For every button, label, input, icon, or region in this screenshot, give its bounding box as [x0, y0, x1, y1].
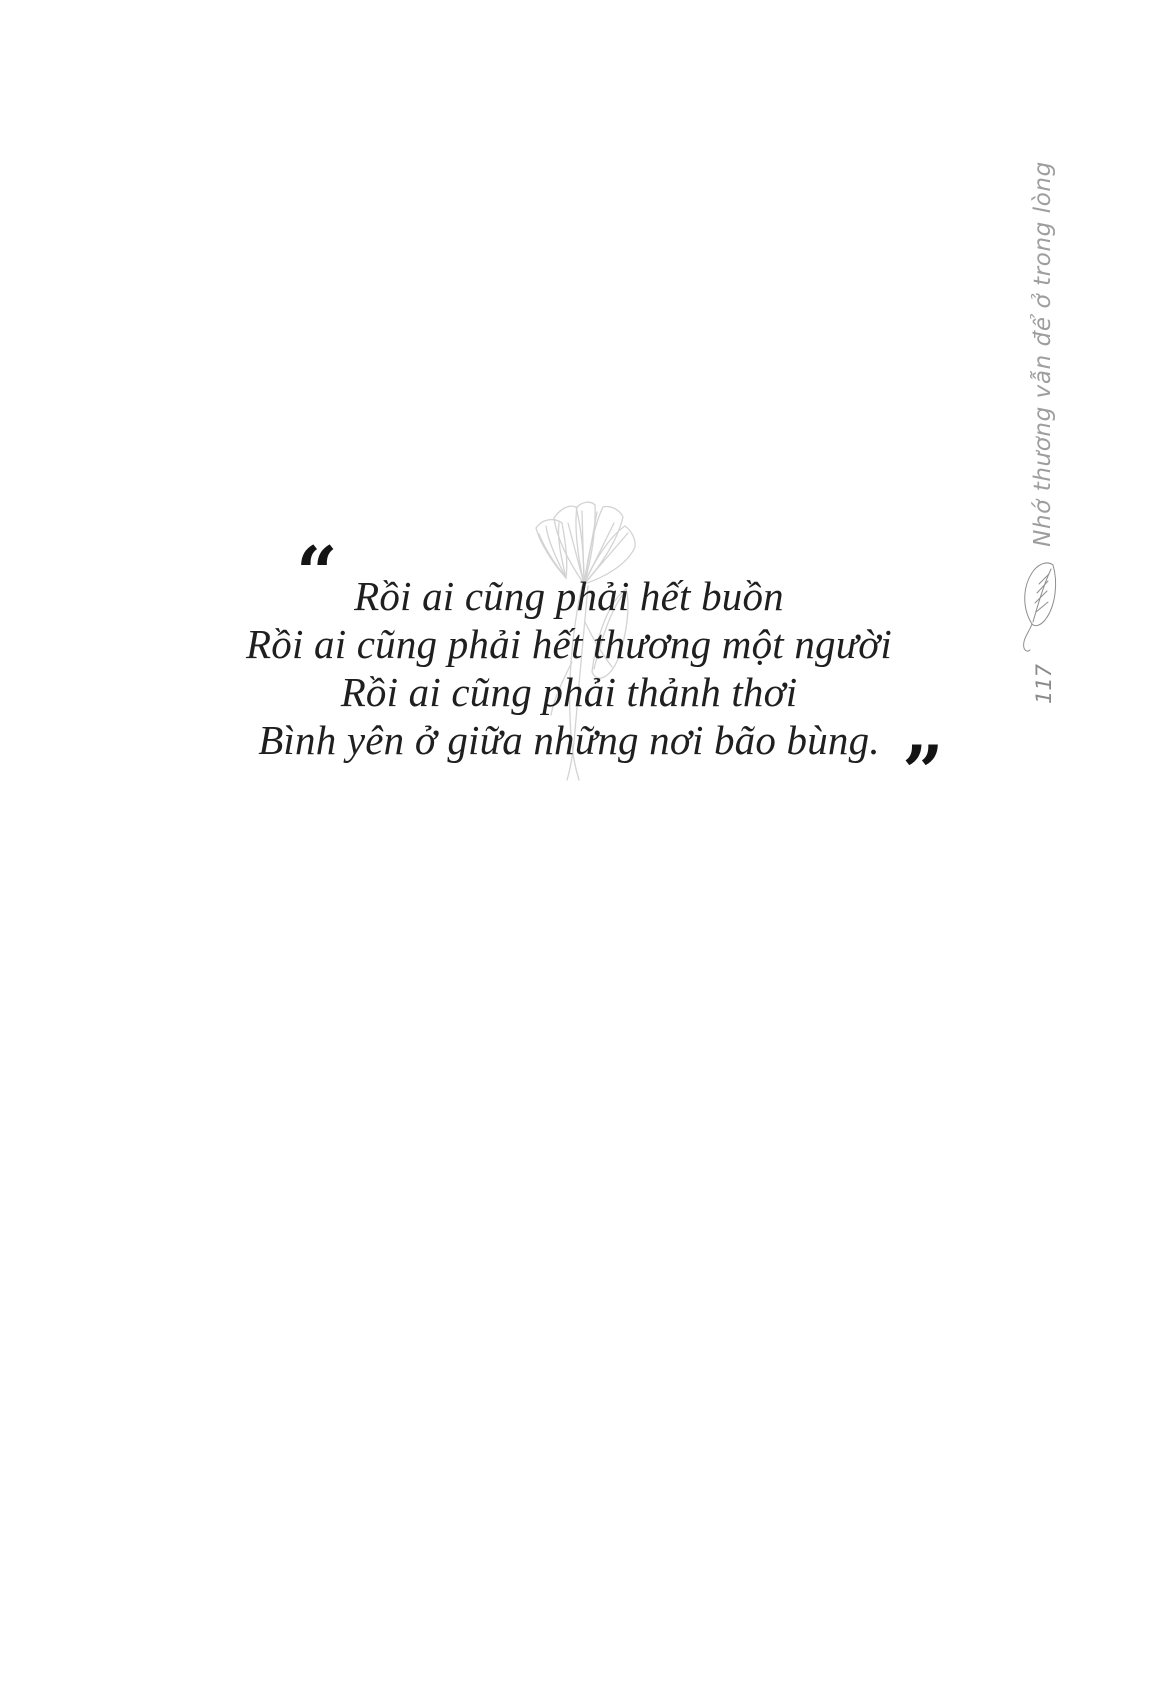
page-number: 117: [1032, 663, 1056, 705]
poem-quote-block: [0, 530, 1144, 814]
poem-line-text: Bình yên ở giữa những nơi bão bùng.: [258, 717, 880, 763]
book-title-vertical: Nhớ thương vẫn để ở trong lòng: [1030, 161, 1056, 547]
poem-line-text: Rồi ai cũng phải hết thương một người: [246, 621, 892, 667]
poem-line-text: Rồi ai cũng phải thảnh thơi: [340, 669, 798, 715]
open-quote-mark: “: [296, 530, 338, 615]
poem-line: [0, 530, 1144, 620]
poem-line: [0, 716, 1144, 814]
poem-line: [0, 620, 1144, 668]
close-quote-mark: ”: [902, 729, 944, 814]
poem-line: [0, 668, 1144, 716]
poem-line-text: Rồi ai cũng phải hết buồn: [354, 573, 784, 619]
